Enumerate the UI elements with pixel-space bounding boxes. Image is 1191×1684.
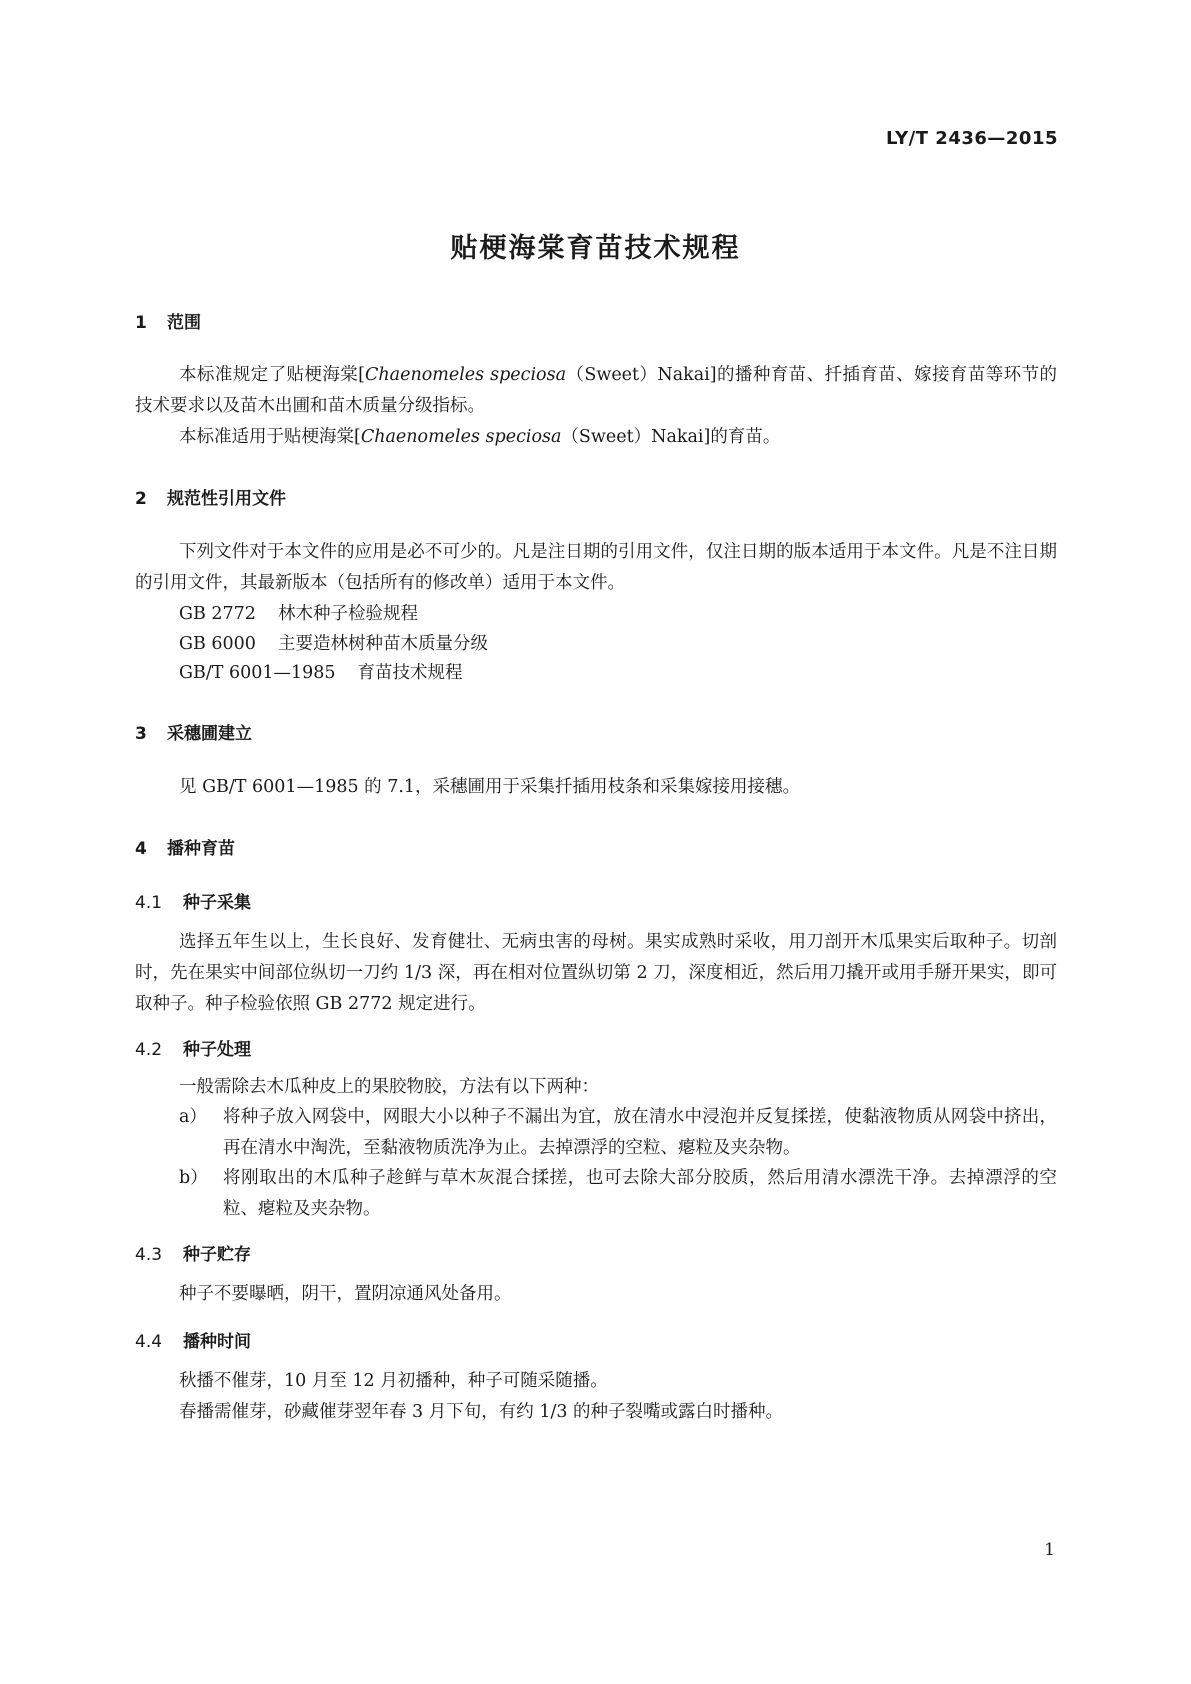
section-number: 4.4 [135,1332,163,1352]
species-name: Chaenomeles speciosa [365,365,567,385]
section-4-1-heading [135,888,251,913]
section-1-paragraph-2 [135,422,1057,453]
list-marker: b） [179,1168,208,1188]
section-title: 范围 [167,313,201,333]
section-4-2-heading [135,1035,251,1060]
section-number: 4.3 [135,1245,163,1265]
list-item [179,1163,1057,1225]
section-title: 播种时间 [183,1332,251,1352]
document-title: 贴梗海棠育苗技术规程 [450,233,741,264]
reference-code: GB/T 6001—1985 [179,663,336,683]
section-number: 3 [135,724,147,744]
section-4-3-heading [135,1240,251,1265]
normative-reference [179,630,488,655]
section-4-heading [135,834,235,859]
section-2-paragraph-1: 下列文件对于本文件的应用是必不可少的。凡是注日期的引用文件，仅注日期的版本适用于本文件。凡是不注日期的引用文件，其最新版本（包括所有的修改单）适用于本文件。 [135,542,1057,593]
section-title: 播种育苗 [167,839,235,859]
text-run: （Sweet）Nakai]的播种育苗、扦插育苗、嫁接育苗等环节的技术要求以及苗木出圃和苗木质量分级指标。 [135,365,1058,416]
section-4-1-paragraph-1: 选择五年生以上，生长良好、发育健壮、无病虫害的母树。果实成熟时采收，用刀剖开木瓜果实后取种子。切剖时，先在果实中间部位纵切一刀约 1/3 深，再在相对位置纵切第 2 刀，深度相近，然后用刀撬开或用手掰开果实，即可取种子。种子检验依照 GB 2772 规定进行。 [135,932,1057,1014]
section-number: 2 [135,489,147,509]
section-1-heading [135,308,201,333]
section-4-2-paragraph-1: 一般需除去木瓜种皮上的果胶物胶，方法有以下两种： [179,1077,599,1097]
reference-code: GB 6000 [179,634,256,654]
text-run: 本标准规定了贴梗海棠[ [179,365,365,385]
section-title: 种子贮存 [183,1245,251,1265]
normative-reference [179,659,463,684]
section-1-paragraph-1 [135,360,1057,422]
section-4-4-heading [135,1327,251,1352]
text-run: 本标准适用于贴梗海棠[ [179,427,361,447]
list-item [179,1102,1057,1164]
section-title: 采穗圃建立 [167,724,252,744]
section-4-3-paragraph-1: 种子不要曝晒，阴干，置阴凉通风处备用。 [179,1284,512,1304]
page-number: 1 [1044,1540,1055,1560]
reference-name: 主要造林树种苗木质量分级 [277,634,488,654]
list-marker: a） [179,1107,207,1127]
list-text: 将刚取出的木瓜种子趁鲜与草木灰混合揉搓，也可去除大部分胶质，然后用清水漂洗干净。去掉漂浮的空粒、瘪粒及夹杂物。 [223,1168,1057,1219]
list-text: 将种子放入网袋中，网眼大小以种子不漏出为宜，放在清水中浸泡并反复揉搓，使黏液物质从网袋中挤出，再在清水中淘洗，至黏液物质洗净为止。去掉漂浮的空粒、瘪粒及夹杂物。 [223,1107,1057,1158]
reference-code: GB 2772 [179,604,256,624]
section-3-heading [135,719,252,744]
species-name: Chaenomeles speciosa [360,427,562,447]
section-2-heading [135,484,286,509]
section-4-4-paragraph-1: 秋播不催芽，10 月至 12 月初播种，种子可随采随播。 [179,1371,608,1391]
section-number: 4.2 [135,1040,163,1060]
section-number: 4.1 [135,893,163,913]
text-run: （Sweet）Nakai]的育苗。 [561,427,781,447]
standard-code: LY/T 2436—2015 [885,128,1058,149]
section-title: 种子采集 [183,893,251,913]
section-number: 4 [135,839,147,859]
normative-reference [179,600,418,625]
reference-name: 育苗技术规程 [357,663,463,683]
section-3-paragraph-1: 见 GB/T 6001—1985 的 7.1，采穗圃用于采集扦插用枝条和采集嫁接用接穗。 [179,777,801,797]
section-title: 规范性引用文件 [167,489,286,509]
section-title: 种子处理 [183,1040,251,1060]
section-number: 1 [135,313,147,333]
reference-name: 林木种子检验规程 [277,604,418,624]
section-4-4-paragraph-2: 春播需催芽，砂藏催芽翌年春 3 月下旬，有约 1/3 的种子裂嘴或露白时播种。 [179,1402,784,1422]
